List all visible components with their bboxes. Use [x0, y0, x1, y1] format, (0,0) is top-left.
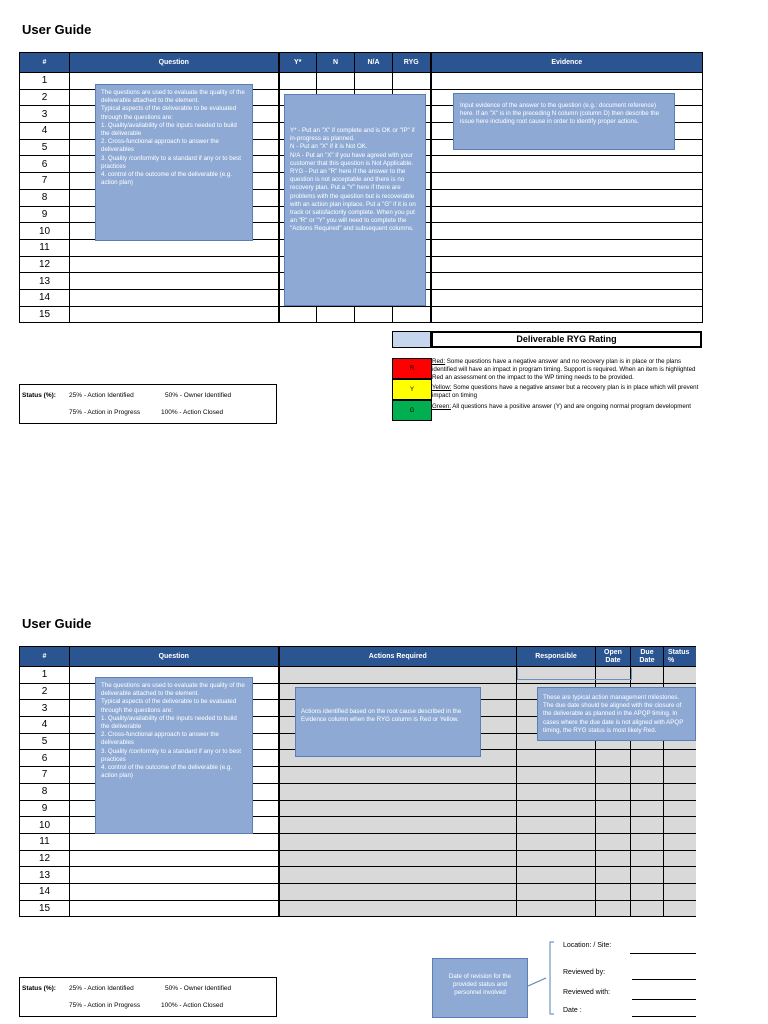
- status-label-2: Status (%):: [22, 985, 56, 992]
- evidence-cell[interactable]: [431, 273, 703, 290]
- col-header-evidence: Evidence: [431, 53, 703, 73]
- page-title: User Guide: [22, 22, 92, 37]
- row-number: 3: [20, 700, 70, 717]
- row-number: 8: [20, 189, 70, 206]
- question-callout-2: [95, 677, 253, 834]
- col-header-question: Question: [70, 53, 279, 73]
- status-25: 25% - Action Identified: [69, 392, 134, 399]
- responsible-cell[interactable]: [517, 783, 596, 800]
- status-75-2: 75% - Action in Progress: [69, 1002, 141, 1009]
- due-date-cell[interactable]: [631, 850, 664, 867]
- table-row: [20, 850, 697, 867]
- status-50: 50% - Owner Identified: [165, 392, 232, 399]
- y-cell[interactable]: [279, 306, 317, 323]
- evidence-cell[interactable]: [431, 156, 703, 173]
- due-date-cell[interactable]: [631, 767, 664, 784]
- status-75: 75% - Action in Progress: [69, 409, 141, 416]
- open-date-cell[interactable]: [596, 900, 631, 917]
- status-cell[interactable]: [664, 833, 697, 850]
- row-number: 13: [20, 273, 70, 290]
- revision-connector: [526, 940, 556, 1016]
- legend-name: Green:: [432, 403, 451, 410]
- ryg-legend: [392, 358, 432, 422]
- status-cell[interactable]: [664, 817, 697, 834]
- open-date-cell[interactable]: [596, 867, 631, 884]
- evidence-callout: [453, 93, 675, 150]
- row-number: 7: [20, 767, 70, 784]
- responsible-cell[interactable]: [517, 867, 596, 884]
- question-cell[interactable]: [70, 239, 279, 256]
- table-row: [20, 883, 697, 900]
- row-number: 1: [20, 73, 70, 90]
- status-cell[interactable]: [664, 900, 697, 917]
- col-header-open-date: Open Date: [596, 647, 631, 667]
- col-header-num: #: [20, 53, 70, 73]
- responsible-cell[interactable]: [517, 800, 596, 817]
- legend-text-r: [432, 358, 700, 381]
- status-cell[interactable]: [664, 783, 697, 800]
- revision-callout: [432, 958, 528, 1018]
- due-date-cell[interactable]: [631, 667, 664, 684]
- evidence-cell[interactable]: [431, 289, 703, 306]
- legend-name: Yellow:: [432, 384, 452, 391]
- col-header-ryg: RYG: [393, 53, 431, 73]
- row-number: 9: [20, 800, 70, 817]
- status-100: 100% - Action Closed: [161, 409, 224, 416]
- status-50-2: 50% - Owner Identified: [165, 985, 232, 992]
- reviewed-with-line[interactable]: [632, 999, 696, 1000]
- row-number: 11: [20, 833, 70, 850]
- col-header-question-2: Question: [70, 647, 279, 667]
- revision-callout-text: Date of revision for the provided status and personnel involved: [448, 973, 512, 997]
- n-cell[interactable]: [317, 73, 355, 90]
- status-cell[interactable]: [664, 883, 697, 900]
- row-number: 3: [20, 106, 70, 123]
- rating-label: Deliverable RYG Rating: [431, 331, 702, 348]
- evidence-cell[interactable]: [431, 306, 703, 323]
- open-date-cell[interactable]: [596, 767, 631, 784]
- col-header-status: Status %: [664, 647, 697, 667]
- row-number: 8: [20, 783, 70, 800]
- actions-cell[interactable]: [279, 850, 517, 867]
- n-cell[interactable]: [317, 306, 355, 323]
- legend-name: Red:: [432, 358, 446, 365]
- question-cell[interactable]: [70, 256, 279, 273]
- page-title-2: User Guide: [22, 616, 92, 631]
- status-cell[interactable]: [664, 850, 697, 867]
- actions-cell[interactable]: [279, 817, 517, 834]
- col-header-due-date: Due Date: [631, 647, 664, 667]
- due-date-cell[interactable]: [631, 900, 664, 917]
- status-cell[interactable]: [664, 867, 697, 884]
- actions-cell[interactable]: [279, 833, 517, 850]
- question-cell[interactable]: [70, 273, 279, 290]
- responsible-cell[interactable]: [517, 767, 596, 784]
- open-date-cell[interactable]: [596, 850, 631, 867]
- row-number: 6: [20, 750, 70, 767]
- col-header-na: N/A: [355, 53, 393, 73]
- evidence-cell[interactable]: [431, 256, 703, 273]
- na-cell[interactable]: [355, 306, 393, 323]
- question-cell[interactable]: [70, 883, 279, 900]
- due-date-cell[interactable]: [631, 883, 664, 900]
- responsible-cell[interactable]: [517, 900, 596, 917]
- evidence-cell[interactable]: [431, 189, 703, 206]
- question-cell[interactable]: [70, 867, 279, 884]
- location-line[interactable]: [630, 953, 696, 954]
- actions-cell[interactable]: [279, 900, 517, 917]
- row-number: 15: [20, 306, 70, 323]
- responsible-cell[interactable]: [517, 850, 596, 867]
- table-row: [20, 306, 703, 323]
- responsible-cell[interactable]: [517, 817, 596, 834]
- row-number: 12: [20, 850, 70, 867]
- evidence-cell[interactable]: [431, 173, 703, 190]
- actions-cell[interactable]: [279, 883, 517, 900]
- due-date-cell[interactable]: [631, 817, 664, 834]
- row-number: 15: [20, 900, 70, 917]
- open-date-cell[interactable]: [596, 833, 631, 850]
- table-row: [20, 833, 697, 850]
- row-number: 10: [20, 223, 70, 240]
- actions-callout-text: Actions identified based on the root cause described in the Evidence column when the RYG column is Red or Yellow.: [301, 708, 462, 724]
- row-number: 5: [20, 139, 70, 156]
- responsible-cell[interactable]: [517, 883, 596, 900]
- ryg-cell[interactable]: [393, 306, 431, 323]
- status-cell[interactable]: [664, 750, 697, 767]
- rating-cell[interactable]: [392, 331, 431, 348]
- row-number: 14: [20, 289, 70, 306]
- row-number: 4: [20, 717, 70, 734]
- table-row: [20, 867, 697, 884]
- question-callout: [95, 84, 253, 241]
- reviewed-with-label: Reviewed with:: [563, 989, 611, 996]
- milestone-bracket: [517, 668, 632, 680]
- col-header-responsible: Responsible: [517, 647, 596, 667]
- legend-description: All questions have a positive answer (Y) and are ongoing normal program development: [450, 403, 691, 410]
- date-label: Date :: [563, 1007, 582, 1014]
- legend-text-g: [432, 403, 700, 411]
- evidence-cell[interactable]: [431, 223, 703, 240]
- col-header-n: N: [317, 53, 355, 73]
- status-25-2: 25% - Action Identified: [69, 985, 134, 992]
- due-date-cell[interactable]: [631, 867, 664, 884]
- status-100-2: 100% - Action Closed: [161, 1002, 224, 1009]
- question-cell[interactable]: [70, 306, 279, 323]
- open-date-cell[interactable]: [596, 783, 631, 800]
- legend-description: Some questions have a negative answer but a recovery plan is in place which will prevent impact on timing: [432, 384, 699, 399]
- status-cell[interactable]: [664, 667, 697, 684]
- due-date-cell[interactable]: [631, 783, 664, 800]
- actions-cell[interactable]: [279, 667, 517, 684]
- y-cell[interactable]: [279, 73, 317, 90]
- status-legend: [19, 384, 277, 424]
- actions-cell[interactable]: [279, 800, 517, 817]
- status-legend-2: [19, 977, 277, 1017]
- open-date-cell[interactable]: [596, 883, 631, 900]
- evidence-callout-text: Input evidence of the answer to the question (e.g.: document reference) here. If an "X" is in the preceding N column (column D) then describe the issue here including root cause in order to identify proper actions.: [460, 102, 660, 126]
- question-callout-2-text: The questions are used to evaluate the quality of the deliverable attached to the element. Typical aspects of the deliverable to be evaluated through the questions are: 1. Quality/availability of the inputs needed to build the deliverable 2. Cross-functional approach to answer the deliverables 3. Quality /conformity to a standard if any or to best practices 4. control of the outcome of the deliverable (e.g. action plan): [101, 682, 245, 780]
- responsible-cell[interactable]: [517, 750, 596, 767]
- question-cell[interactable]: [70, 900, 279, 917]
- responsible-cell[interactable]: [517, 833, 596, 850]
- row-number: 12: [20, 256, 70, 273]
- milestone-callout-text: These are typical action management milestones. The due date should be aligned with the closure of the deliverable as planned in the APQP timing. In cases where the due date is not aligned with APQP timing, the RYG status is most likely Red.: [543, 694, 684, 734]
- actions-callout: [295, 687, 481, 757]
- milestone-callout: [537, 687, 696, 741]
- answer-callout-text: Y* - Put an "X" if complete and is OK or "IP" if in-progress as planned. N - Put an "X" if it is Not OK. N/A - Put an "X" if you have agreed with your customer that this question is Not Applicable. RYG - Put an "R" here if the answer to the question is not acceptable and there is no recovery plan. Put a "Y" here if there are problems with the question but is recoverable with an action plan inplace. Put a "G" if it is on track or satisfactorily complete. When you put an "R" or "Y" you will need to complete the "Actions Required" and subsequent columns.: [290, 127, 416, 233]
- question-cell[interactable]: [70, 833, 279, 850]
- open-date-cell[interactable]: [596, 800, 631, 817]
- table-row: [20, 900, 697, 917]
- question-cell[interactable]: [70, 850, 279, 867]
- open-date-cell[interactable]: [596, 750, 631, 767]
- evidence-cell[interactable]: [431, 73, 703, 90]
- row-number: 6: [20, 156, 70, 173]
- evidence-cell[interactable]: [431, 239, 703, 256]
- date-line[interactable]: [632, 1016, 696, 1017]
- row-number: 2: [20, 683, 70, 700]
- ryg-cell[interactable]: [393, 73, 431, 90]
- col-header-y: Y*: [279, 53, 317, 73]
- location-label: Location: / Site:: [563, 942, 612, 949]
- question-cell[interactable]: [70, 289, 279, 306]
- legend-swatch-g: G: [392, 400, 432, 421]
- actions-cell[interactable]: [279, 783, 517, 800]
- row-number: 5: [20, 733, 70, 750]
- row-number: 11: [20, 239, 70, 256]
- legend-description: Some questions have a negative answer and no recovery plan is in place or the plans identified will have an impact in program timing. Support is required. When an item is highlighted Red an assessment on the impact to the WP timing needs to be provided.: [432, 358, 696, 381]
- row-number: 4: [20, 123, 70, 140]
- row-number: 2: [20, 89, 70, 106]
- due-date-cell[interactable]: [631, 833, 664, 850]
- question-callout-text: The questions are used to evaluate the quality of the deliverable attached to the element. Typical aspects of the deliverable to be evaluated through the questions are: 1. Quality/availability of the inputs needed to build the deliverable 2. Cross-functional approach to answer the deliverables 3. Quality /conformity to a standard if any or to best practices 4. control of the outcome of the deliverable (e.g. action plan): [101, 89, 245, 187]
- due-date-cell[interactable]: [631, 750, 664, 767]
- status-label: Status (%):: [22, 392, 56, 399]
- na-cell[interactable]: [355, 73, 393, 90]
- actions-cell[interactable]: [279, 767, 517, 784]
- legend-swatch-r: R: [392, 358, 432, 379]
- col-header-num-2: #: [20, 647, 70, 667]
- reviewed-by-line[interactable]: [632, 979, 696, 980]
- col-header-actions: Actions Required: [279, 647, 517, 667]
- row-number: 7: [20, 173, 70, 190]
- row-number: 13: [20, 867, 70, 884]
- actions-cell[interactable]: [279, 867, 517, 884]
- row-number: 14: [20, 883, 70, 900]
- legend-text-y: [432, 384, 700, 400]
- legend-swatch-y: Y: [392, 379, 432, 400]
- open-date-cell[interactable]: [596, 817, 631, 834]
- status-cell[interactable]: [664, 800, 697, 817]
- row-number: 1: [20, 667, 70, 684]
- row-number: 10: [20, 817, 70, 834]
- row-number: 9: [20, 206, 70, 223]
- reviewed-by-label: Reviewed by:: [563, 969, 606, 976]
- answer-callout: [284, 94, 426, 306]
- due-date-cell[interactable]: [631, 800, 664, 817]
- evidence-cell[interactable]: [431, 206, 703, 223]
- status-cell[interactable]: [664, 767, 697, 784]
